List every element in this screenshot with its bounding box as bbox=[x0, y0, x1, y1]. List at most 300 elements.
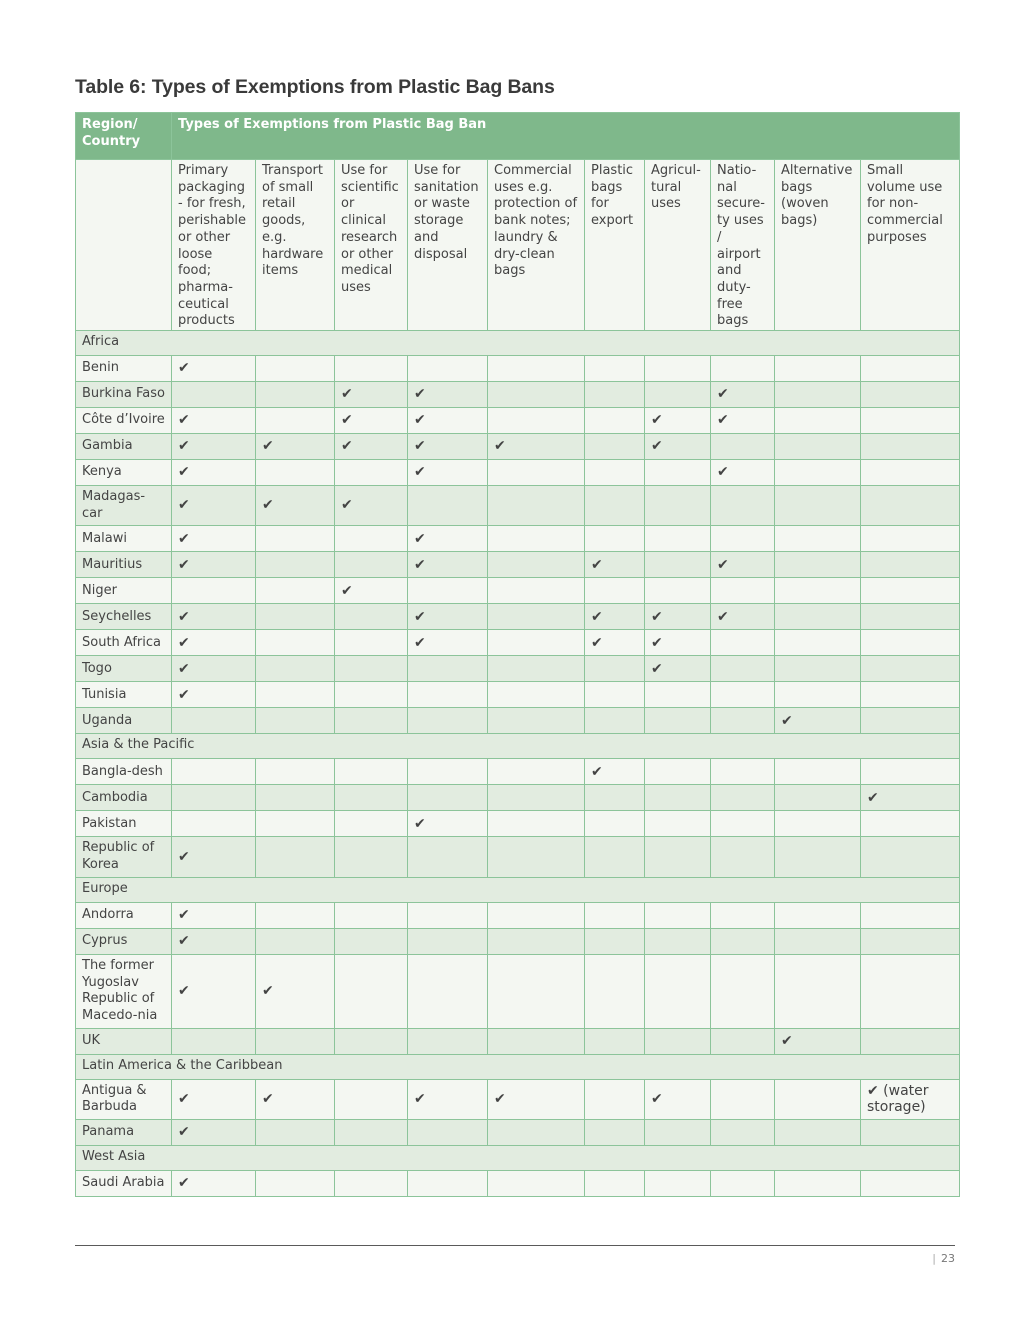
empty-cell bbox=[775, 656, 861, 682]
country-cell: Saudi Arabia bbox=[76, 1171, 172, 1197]
empty-cell bbox=[861, 382, 960, 408]
column-header: Small volume use for non-commercial purposes bbox=[861, 160, 960, 331]
check-mark-cell: ✔ bbox=[172, 928, 256, 954]
empty-cell bbox=[488, 954, 585, 1028]
column-header: Use for scientific or clinical research or other medical uses bbox=[335, 160, 408, 331]
region-row bbox=[76, 1146, 960, 1171]
empty-cell bbox=[172, 382, 256, 408]
empty-cell bbox=[861, 1171, 960, 1197]
empty-cell bbox=[775, 630, 861, 656]
empty-cell bbox=[172, 578, 256, 604]
empty-cell bbox=[585, 408, 645, 434]
empty-cell bbox=[335, 1079, 408, 1119]
table-row bbox=[76, 1120, 960, 1146]
empty-cell bbox=[645, 954, 711, 1028]
empty-cell bbox=[775, 434, 861, 460]
empty-cell bbox=[585, 578, 645, 604]
empty-cell bbox=[711, 928, 775, 954]
check-mark-cell: ✔ bbox=[711, 552, 775, 578]
empty-cell bbox=[775, 486, 861, 526]
table-row bbox=[76, 785, 960, 811]
region-label: West Asia bbox=[76, 1146, 960, 1171]
empty-cell bbox=[256, 1171, 335, 1197]
empty-cell bbox=[711, 486, 775, 526]
country-cell: South Africa bbox=[76, 630, 172, 656]
check-mark-cell: ✔ bbox=[408, 604, 488, 630]
blank-header-cell bbox=[76, 160, 172, 331]
table-row bbox=[76, 434, 960, 460]
empty-cell bbox=[256, 656, 335, 682]
column-header-row bbox=[76, 160, 960, 331]
region-label: Latin America & the Caribbean bbox=[76, 1054, 960, 1079]
empty-cell bbox=[335, 1028, 408, 1054]
check-mark-cell: ✔ (water storage) bbox=[861, 1079, 960, 1119]
table-header-row bbox=[76, 113, 960, 160]
table-row bbox=[76, 902, 960, 928]
check-mark-cell: ✔ bbox=[585, 604, 645, 630]
table-row bbox=[76, 1028, 960, 1054]
table-row bbox=[76, 552, 960, 578]
empty-cell bbox=[711, 434, 775, 460]
empty-cell bbox=[861, 682, 960, 708]
empty-cell bbox=[172, 759, 256, 785]
empty-cell bbox=[645, 902, 711, 928]
check-mark-cell: ✔ bbox=[408, 630, 488, 656]
check-mark-cell: ✔ bbox=[172, 526, 256, 552]
country-cell: Republic of Korea bbox=[76, 837, 172, 877]
country-cell: Togo bbox=[76, 656, 172, 682]
empty-cell bbox=[711, 1171, 775, 1197]
table-row bbox=[76, 759, 960, 785]
check-mark-cell: ✔ bbox=[408, 552, 488, 578]
empty-cell bbox=[488, 1171, 585, 1197]
region-row bbox=[76, 331, 960, 356]
table-row bbox=[76, 837, 960, 877]
table-row bbox=[76, 928, 960, 954]
empty-cell bbox=[172, 811, 256, 837]
exemptions-table bbox=[75, 112, 960, 1197]
table-row bbox=[76, 460, 960, 486]
empty-cell bbox=[488, 837, 585, 877]
check-mark-cell: ✔ bbox=[172, 954, 256, 1028]
table-row bbox=[76, 656, 960, 682]
empty-cell bbox=[775, 954, 861, 1028]
check-mark-cell: ✔ bbox=[861, 785, 960, 811]
empty-cell bbox=[335, 902, 408, 928]
empty-cell bbox=[488, 526, 585, 552]
empty-cell bbox=[585, 486, 645, 526]
empty-cell bbox=[711, 785, 775, 811]
check-mark-cell: ✔ bbox=[645, 434, 711, 460]
check-mark-cell: ✔ bbox=[645, 656, 711, 682]
empty-cell bbox=[488, 708, 585, 734]
empty-cell bbox=[335, 1120, 408, 1146]
table-row bbox=[76, 954, 960, 1028]
check-mark-cell: ✔ bbox=[408, 408, 488, 434]
empty-cell bbox=[775, 1171, 861, 1197]
empty-cell bbox=[585, 434, 645, 460]
country-cell: Andorra bbox=[76, 902, 172, 928]
empty-cell bbox=[256, 604, 335, 630]
empty-cell bbox=[488, 656, 585, 682]
country-cell: Bangla-desh bbox=[76, 759, 172, 785]
empty-cell bbox=[488, 785, 585, 811]
page-number-value: 23 bbox=[941, 1252, 955, 1265]
footer-divider bbox=[75, 1245, 955, 1246]
empty-cell bbox=[585, 1171, 645, 1197]
column-header: Natio-nal secure-ty uses / airport and duty-free bags bbox=[711, 160, 775, 331]
empty-cell bbox=[256, 408, 335, 434]
table-row bbox=[76, 811, 960, 837]
empty-cell bbox=[645, 759, 711, 785]
empty-cell bbox=[711, 954, 775, 1028]
empty-cell bbox=[711, 682, 775, 708]
empty-cell bbox=[335, 526, 408, 552]
empty-cell bbox=[775, 811, 861, 837]
empty-cell bbox=[645, 1171, 711, 1197]
empty-cell bbox=[335, 928, 408, 954]
region-label: Europe bbox=[76, 877, 960, 902]
empty-cell bbox=[645, 1120, 711, 1146]
empty-cell bbox=[861, 460, 960, 486]
check-mark-cell: ✔ bbox=[645, 630, 711, 656]
empty-cell bbox=[775, 552, 861, 578]
check-mark-cell: ✔ bbox=[645, 408, 711, 434]
empty-cell bbox=[256, 902, 335, 928]
empty-cell bbox=[488, 928, 585, 954]
check-mark-cell: ✔ bbox=[645, 1079, 711, 1119]
empty-cell bbox=[775, 526, 861, 552]
empty-cell bbox=[861, 526, 960, 552]
check-mark-cell: ✔ bbox=[488, 434, 585, 460]
empty-cell bbox=[585, 902, 645, 928]
check-mark-cell: ✔ bbox=[335, 408, 408, 434]
empty-cell bbox=[585, 460, 645, 486]
empty-cell bbox=[335, 604, 408, 630]
check-mark-cell: ✔ bbox=[256, 486, 335, 526]
empty-cell bbox=[488, 682, 585, 708]
empty-cell bbox=[256, 578, 335, 604]
empty-cell bbox=[711, 708, 775, 734]
region-label: Africa bbox=[76, 331, 960, 356]
empty-cell bbox=[861, 837, 960, 877]
empty-cell bbox=[775, 759, 861, 785]
empty-cell bbox=[645, 356, 711, 382]
empty-cell bbox=[408, 785, 488, 811]
table-row bbox=[76, 708, 960, 734]
empty-cell bbox=[408, 682, 488, 708]
check-mark-cell: ✔ bbox=[335, 434, 408, 460]
check-mark-cell: ✔ bbox=[172, 604, 256, 630]
empty-cell bbox=[256, 460, 335, 486]
check-mark-cell: ✔ bbox=[172, 682, 256, 708]
empty-cell bbox=[335, 954, 408, 1028]
empty-cell bbox=[488, 1028, 585, 1054]
empty-cell bbox=[335, 759, 408, 785]
empty-cell bbox=[775, 604, 861, 630]
page-separator: | bbox=[932, 1252, 936, 1265]
check-mark-cell: ✔ bbox=[645, 604, 711, 630]
empty-cell bbox=[861, 578, 960, 604]
empty-cell bbox=[585, 785, 645, 811]
empty-cell bbox=[861, 811, 960, 837]
country-cell: Uganda bbox=[76, 708, 172, 734]
empty-cell bbox=[408, 708, 488, 734]
empty-cell bbox=[256, 811, 335, 837]
empty-cell bbox=[585, 526, 645, 552]
region-row bbox=[76, 734, 960, 759]
region-label: Asia & the Pacific bbox=[76, 734, 960, 759]
empty-cell bbox=[256, 928, 335, 954]
page-title: Table 6: Types of Exemptions from Plastic Bag Bans bbox=[75, 76, 555, 98]
empty-cell bbox=[861, 356, 960, 382]
check-mark-cell: ✔ bbox=[256, 434, 335, 460]
country-cell: Cambodia bbox=[76, 785, 172, 811]
check-mark-cell: ✔ bbox=[775, 708, 861, 734]
empty-cell bbox=[711, 526, 775, 552]
empty-cell bbox=[775, 1079, 861, 1119]
empty-cell bbox=[488, 604, 585, 630]
empty-cell bbox=[408, 1120, 488, 1146]
empty-cell bbox=[585, 928, 645, 954]
empty-cell bbox=[256, 382, 335, 408]
column-header: Plastic bags for export bbox=[585, 160, 645, 331]
empty-cell bbox=[861, 954, 960, 1028]
empty-cell bbox=[335, 552, 408, 578]
empty-cell bbox=[408, 656, 488, 682]
check-mark-cell: ✔ bbox=[711, 460, 775, 486]
column-header: Use for sanitation or waste storage and disposal bbox=[408, 160, 488, 331]
country-cell: Cyprus bbox=[76, 928, 172, 954]
country-cell: Côte d’Ivoire bbox=[76, 408, 172, 434]
empty-cell bbox=[488, 759, 585, 785]
empty-cell bbox=[408, 486, 488, 526]
empty-cell bbox=[256, 708, 335, 734]
empty-cell bbox=[645, 928, 711, 954]
empty-cell bbox=[585, 837, 645, 877]
empty-cell bbox=[335, 785, 408, 811]
empty-cell bbox=[408, 759, 488, 785]
empty-cell bbox=[861, 486, 960, 526]
country-cell: Burkina Faso bbox=[76, 382, 172, 408]
empty-cell bbox=[645, 526, 711, 552]
empty-cell bbox=[775, 902, 861, 928]
column-header: Transport of small retail goods, e.g. hardware items bbox=[256, 160, 335, 331]
check-mark-cell: ✔ bbox=[335, 382, 408, 408]
check-mark-cell: ✔ bbox=[775, 1028, 861, 1054]
empty-cell bbox=[711, 811, 775, 837]
country-cell: Gambia bbox=[76, 434, 172, 460]
empty-cell bbox=[861, 1120, 960, 1146]
check-mark-cell: ✔ bbox=[172, 552, 256, 578]
empty-cell bbox=[172, 1028, 256, 1054]
check-mark-cell: ✔ bbox=[585, 552, 645, 578]
country-cell: Seychelles bbox=[76, 604, 172, 630]
check-mark-cell: ✔ bbox=[335, 486, 408, 526]
table-row bbox=[76, 382, 960, 408]
empty-cell bbox=[408, 1171, 488, 1197]
empty-cell bbox=[861, 604, 960, 630]
check-mark-cell: ✔ bbox=[172, 460, 256, 486]
empty-cell bbox=[645, 708, 711, 734]
check-mark-cell: ✔ bbox=[585, 759, 645, 785]
check-mark-cell: ✔ bbox=[172, 486, 256, 526]
empty-cell bbox=[775, 928, 861, 954]
country-cell: Madagas-car bbox=[76, 486, 172, 526]
empty-cell bbox=[645, 811, 711, 837]
country-cell: Tunisia bbox=[76, 682, 172, 708]
empty-cell bbox=[256, 1120, 335, 1146]
check-mark-cell: ✔ bbox=[408, 382, 488, 408]
empty-cell bbox=[861, 928, 960, 954]
empty-cell bbox=[585, 1079, 645, 1119]
region-row bbox=[76, 877, 960, 902]
table-row bbox=[76, 1171, 960, 1197]
empty-cell bbox=[256, 785, 335, 811]
country-cell: Antigua & Barbuda bbox=[76, 1079, 172, 1119]
check-mark-cell: ✔ bbox=[408, 460, 488, 486]
empty-cell bbox=[645, 682, 711, 708]
empty-cell bbox=[861, 902, 960, 928]
check-mark-cell: ✔ bbox=[335, 578, 408, 604]
empty-cell bbox=[645, 486, 711, 526]
table-row bbox=[76, 486, 960, 526]
table-row bbox=[76, 682, 960, 708]
group-header: Types of Exemptions from Plastic Bag Ban bbox=[172, 113, 960, 160]
empty-cell bbox=[488, 486, 585, 526]
country-cell: Panama bbox=[76, 1120, 172, 1146]
empty-cell bbox=[645, 460, 711, 486]
empty-cell bbox=[711, 356, 775, 382]
empty-cell bbox=[585, 656, 645, 682]
empty-cell bbox=[861, 1028, 960, 1054]
empty-cell bbox=[408, 837, 488, 877]
country-cell: Niger bbox=[76, 578, 172, 604]
empty-cell bbox=[645, 837, 711, 877]
empty-cell bbox=[775, 1120, 861, 1146]
empty-cell bbox=[585, 1120, 645, 1146]
empty-cell bbox=[408, 578, 488, 604]
empty-cell bbox=[408, 954, 488, 1028]
country-cell: Pakistan bbox=[76, 811, 172, 837]
empty-cell bbox=[256, 630, 335, 656]
empty-cell bbox=[775, 408, 861, 434]
empty-cell bbox=[335, 356, 408, 382]
empty-cell bbox=[335, 708, 408, 734]
country-cell: Malawi bbox=[76, 526, 172, 552]
empty-cell bbox=[488, 811, 585, 837]
empty-cell bbox=[335, 837, 408, 877]
empty-cell bbox=[488, 902, 585, 928]
check-mark-cell: ✔ bbox=[711, 408, 775, 434]
check-mark-cell: ✔ bbox=[172, 356, 256, 382]
empty-cell bbox=[711, 630, 775, 656]
check-mark-cell: ✔ bbox=[711, 382, 775, 408]
column-header: Agricul-tural uses bbox=[645, 160, 711, 331]
empty-cell bbox=[256, 1028, 335, 1054]
empty-cell bbox=[585, 356, 645, 382]
empty-cell bbox=[585, 708, 645, 734]
empty-cell bbox=[172, 785, 256, 811]
empty-cell bbox=[711, 1120, 775, 1146]
empty-cell bbox=[488, 1120, 585, 1146]
empty-cell bbox=[711, 837, 775, 877]
empty-cell bbox=[335, 656, 408, 682]
empty-cell bbox=[488, 460, 585, 486]
empty-cell bbox=[861, 552, 960, 578]
page-number bbox=[932, 1252, 955, 1265]
country-cell: Benin bbox=[76, 356, 172, 382]
check-mark-cell: ✔ bbox=[172, 630, 256, 656]
table-body bbox=[76, 331, 960, 1197]
table-row bbox=[76, 356, 960, 382]
empty-cell bbox=[775, 382, 861, 408]
empty-cell bbox=[861, 408, 960, 434]
table-row bbox=[76, 408, 960, 434]
empty-cell bbox=[488, 552, 585, 578]
table-row bbox=[76, 578, 960, 604]
empty-cell bbox=[711, 902, 775, 928]
empty-cell bbox=[711, 1079, 775, 1119]
column-header: Commercial uses e.g. protection of bank notes; laundry & dry-clean bags bbox=[488, 160, 585, 331]
empty-cell bbox=[488, 356, 585, 382]
empty-cell bbox=[645, 552, 711, 578]
country-cell: Mauritius bbox=[76, 552, 172, 578]
check-mark-cell: ✔ bbox=[408, 811, 488, 837]
check-mark-cell: ✔ bbox=[585, 630, 645, 656]
empty-cell bbox=[775, 460, 861, 486]
empty-cell bbox=[645, 382, 711, 408]
empty-cell bbox=[645, 578, 711, 604]
corner-header: Region/ Country bbox=[76, 113, 172, 160]
empty-cell bbox=[775, 785, 861, 811]
check-mark-cell: ✔ bbox=[172, 837, 256, 877]
empty-cell bbox=[585, 811, 645, 837]
empty-cell bbox=[775, 682, 861, 708]
table-row bbox=[76, 630, 960, 656]
check-mark-cell: ✔ bbox=[172, 1171, 256, 1197]
empty-cell bbox=[775, 837, 861, 877]
empty-cell bbox=[585, 1028, 645, 1054]
empty-cell bbox=[256, 356, 335, 382]
empty-cell bbox=[256, 552, 335, 578]
empty-cell bbox=[488, 408, 585, 434]
empty-cell bbox=[711, 578, 775, 604]
column-header: Alternative bags (woven bags) bbox=[775, 160, 861, 331]
empty-cell bbox=[711, 759, 775, 785]
column-header: Primary packaging - for fresh, perishable or other loose food; pharma-ceutical products bbox=[172, 160, 256, 331]
check-mark-cell: ✔ bbox=[172, 902, 256, 928]
check-mark-cell: ✔ bbox=[408, 526, 488, 552]
empty-cell bbox=[585, 954, 645, 1028]
empty-cell bbox=[861, 656, 960, 682]
empty-cell bbox=[488, 578, 585, 604]
empty-cell bbox=[861, 708, 960, 734]
check-mark-cell: ✔ bbox=[172, 434, 256, 460]
empty-cell bbox=[335, 630, 408, 656]
check-mark-cell: ✔ bbox=[256, 1079, 335, 1119]
region-row bbox=[76, 1054, 960, 1079]
check-mark-cell: ✔ bbox=[172, 408, 256, 434]
check-mark-cell: ✔ bbox=[488, 1079, 585, 1119]
empty-cell bbox=[585, 382, 645, 408]
check-mark-cell: ✔ bbox=[172, 1079, 256, 1119]
check-mark-cell: ✔ bbox=[711, 604, 775, 630]
empty-cell bbox=[172, 708, 256, 734]
country-cell: Kenya bbox=[76, 460, 172, 486]
empty-cell bbox=[488, 630, 585, 656]
empty-cell bbox=[861, 434, 960, 460]
